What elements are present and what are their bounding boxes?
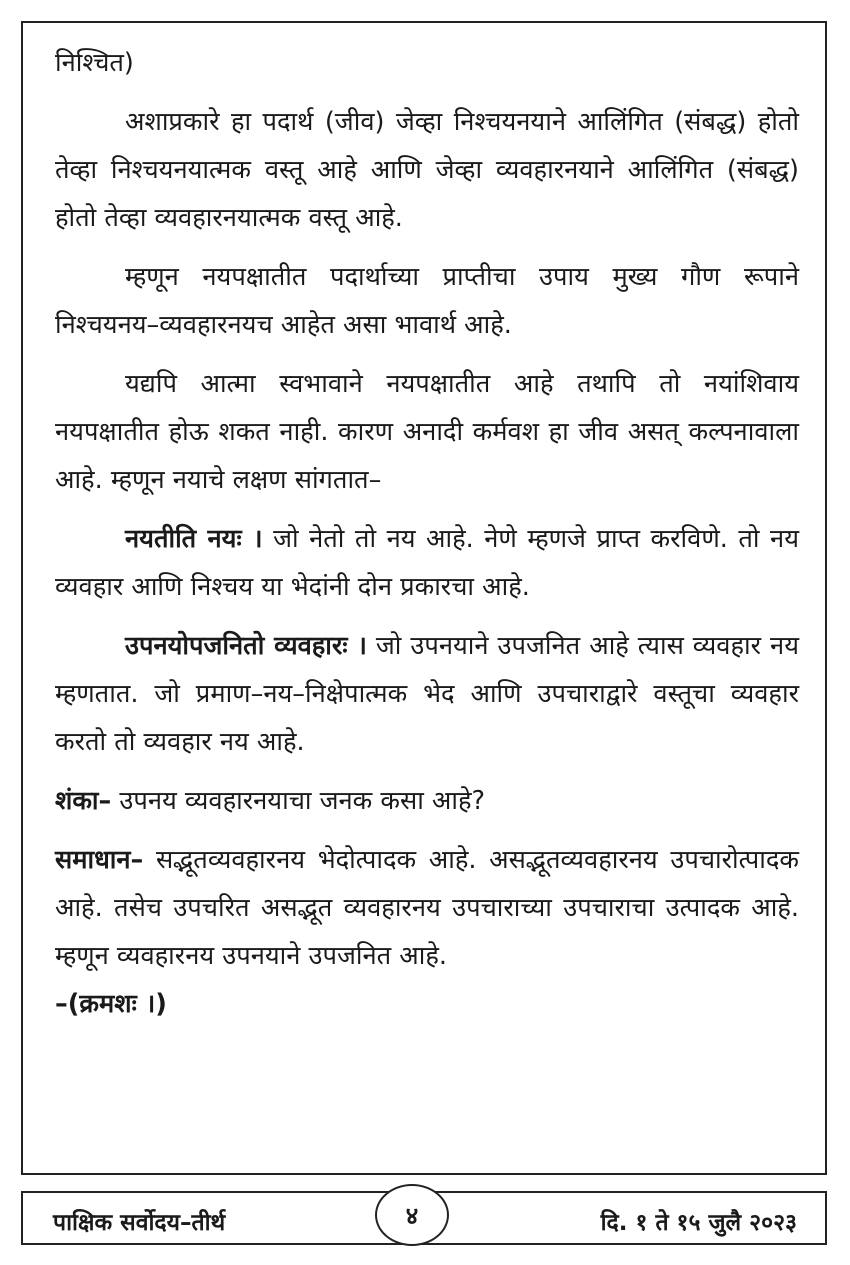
question-paragraph	[55, 777, 799, 825]
article-body	[55, 39, 799, 1028]
answer-label: समाधान–	[55, 845, 144, 875]
sutra-heading-1: नयतीति नयः ।	[125, 524, 263, 554]
question-label: शंका–	[55, 786, 112, 816]
continued-marker: –(क्रमशः ।)	[55, 989, 167, 1019]
publication-name: पाक्षिक सर्वोदय–तीर्थ	[53, 1210, 226, 1236]
article-frame	[21, 21, 827, 1175]
paragraph-2: म्हणून नयपक्षातीत पदार्थाच्या प्राप्तीचा उपाय मुख्य गौण रूपाने निश्चयनय–व्यवहारनयच आहेत असा भावार्थ आहे.	[55, 262, 799, 340]
page-number: ४	[375, 1184, 449, 1246]
sutra-heading-2: उपनयोपजनितो व्यवहारः ।	[125, 631, 367, 661]
question-text: उपनय व्यवहारनयाचा जनक कसा आहे?	[111, 786, 486, 816]
paragraph-3: यद्यपि आत्मा स्वभावाने नयपक्षातीत आहे तथापि तो नयांशिवाय नयपक्षातीत होऊ शकत नाही. कारण अनादी कर्मवश हा जीव असत् कल्पनावाला आहे. म्हणून नयाचे लक्षण सांगतात–	[55, 369, 799, 495]
paragraph-4-text: जो नेतो तो नय आहे. नेणे म्हणजे प्राप्त करविणे. तो नय व्यवहार आणि निश्चय या भेदांनी दोन प्रकारचा आहे.	[55, 524, 799, 602]
answer-text: सद्भूतव्यवहारनय भेदोत्पादक आहे. असद्भूतव्यवहारनय उपचारोत्पादक आहे. तसेच उपचरित असद्भूत व्यवहारनय उपचाराच्या उपचाराचा उत्पादक आहे. म्हणून व्यवहारनय उपनयाने उपजनित आहे.	[55, 845, 799, 971]
paragraph-4	[55, 515, 799, 611]
issue-date: दि. १ ते १५ जुलै २०२३	[600, 1210, 797, 1236]
paragraph-0: निश्चित)	[55, 48, 134, 78]
paragraph-1: अशाप्रकारे हा पदार्थ (जीव) जेव्हा निश्चयनयाने आलिंगित (संबद्ध) होतो तेव्हा निश्चयनयात्मक वस्तू आहे आणि जेव्हा व्यवहारनयाने आलिंगित (संबद्ध) होतो तेव्हा व्यवहारनयात्मक वस्तू आहे.	[55, 107, 799, 233]
paragraph-5	[55, 622, 799, 766]
paragraph-5-text: जो उपनयाने उपजनित आहे त्यास व्यवहार नय म्हणतात. जो प्रमाण–नय–निक्षेपात्मक भेद आणि उपचाराद्वारे वस्तूचा व्यवहार करतो तो व्यवहार नय आहे.	[55, 631, 799, 757]
answer-paragraph	[55, 836, 799, 980]
